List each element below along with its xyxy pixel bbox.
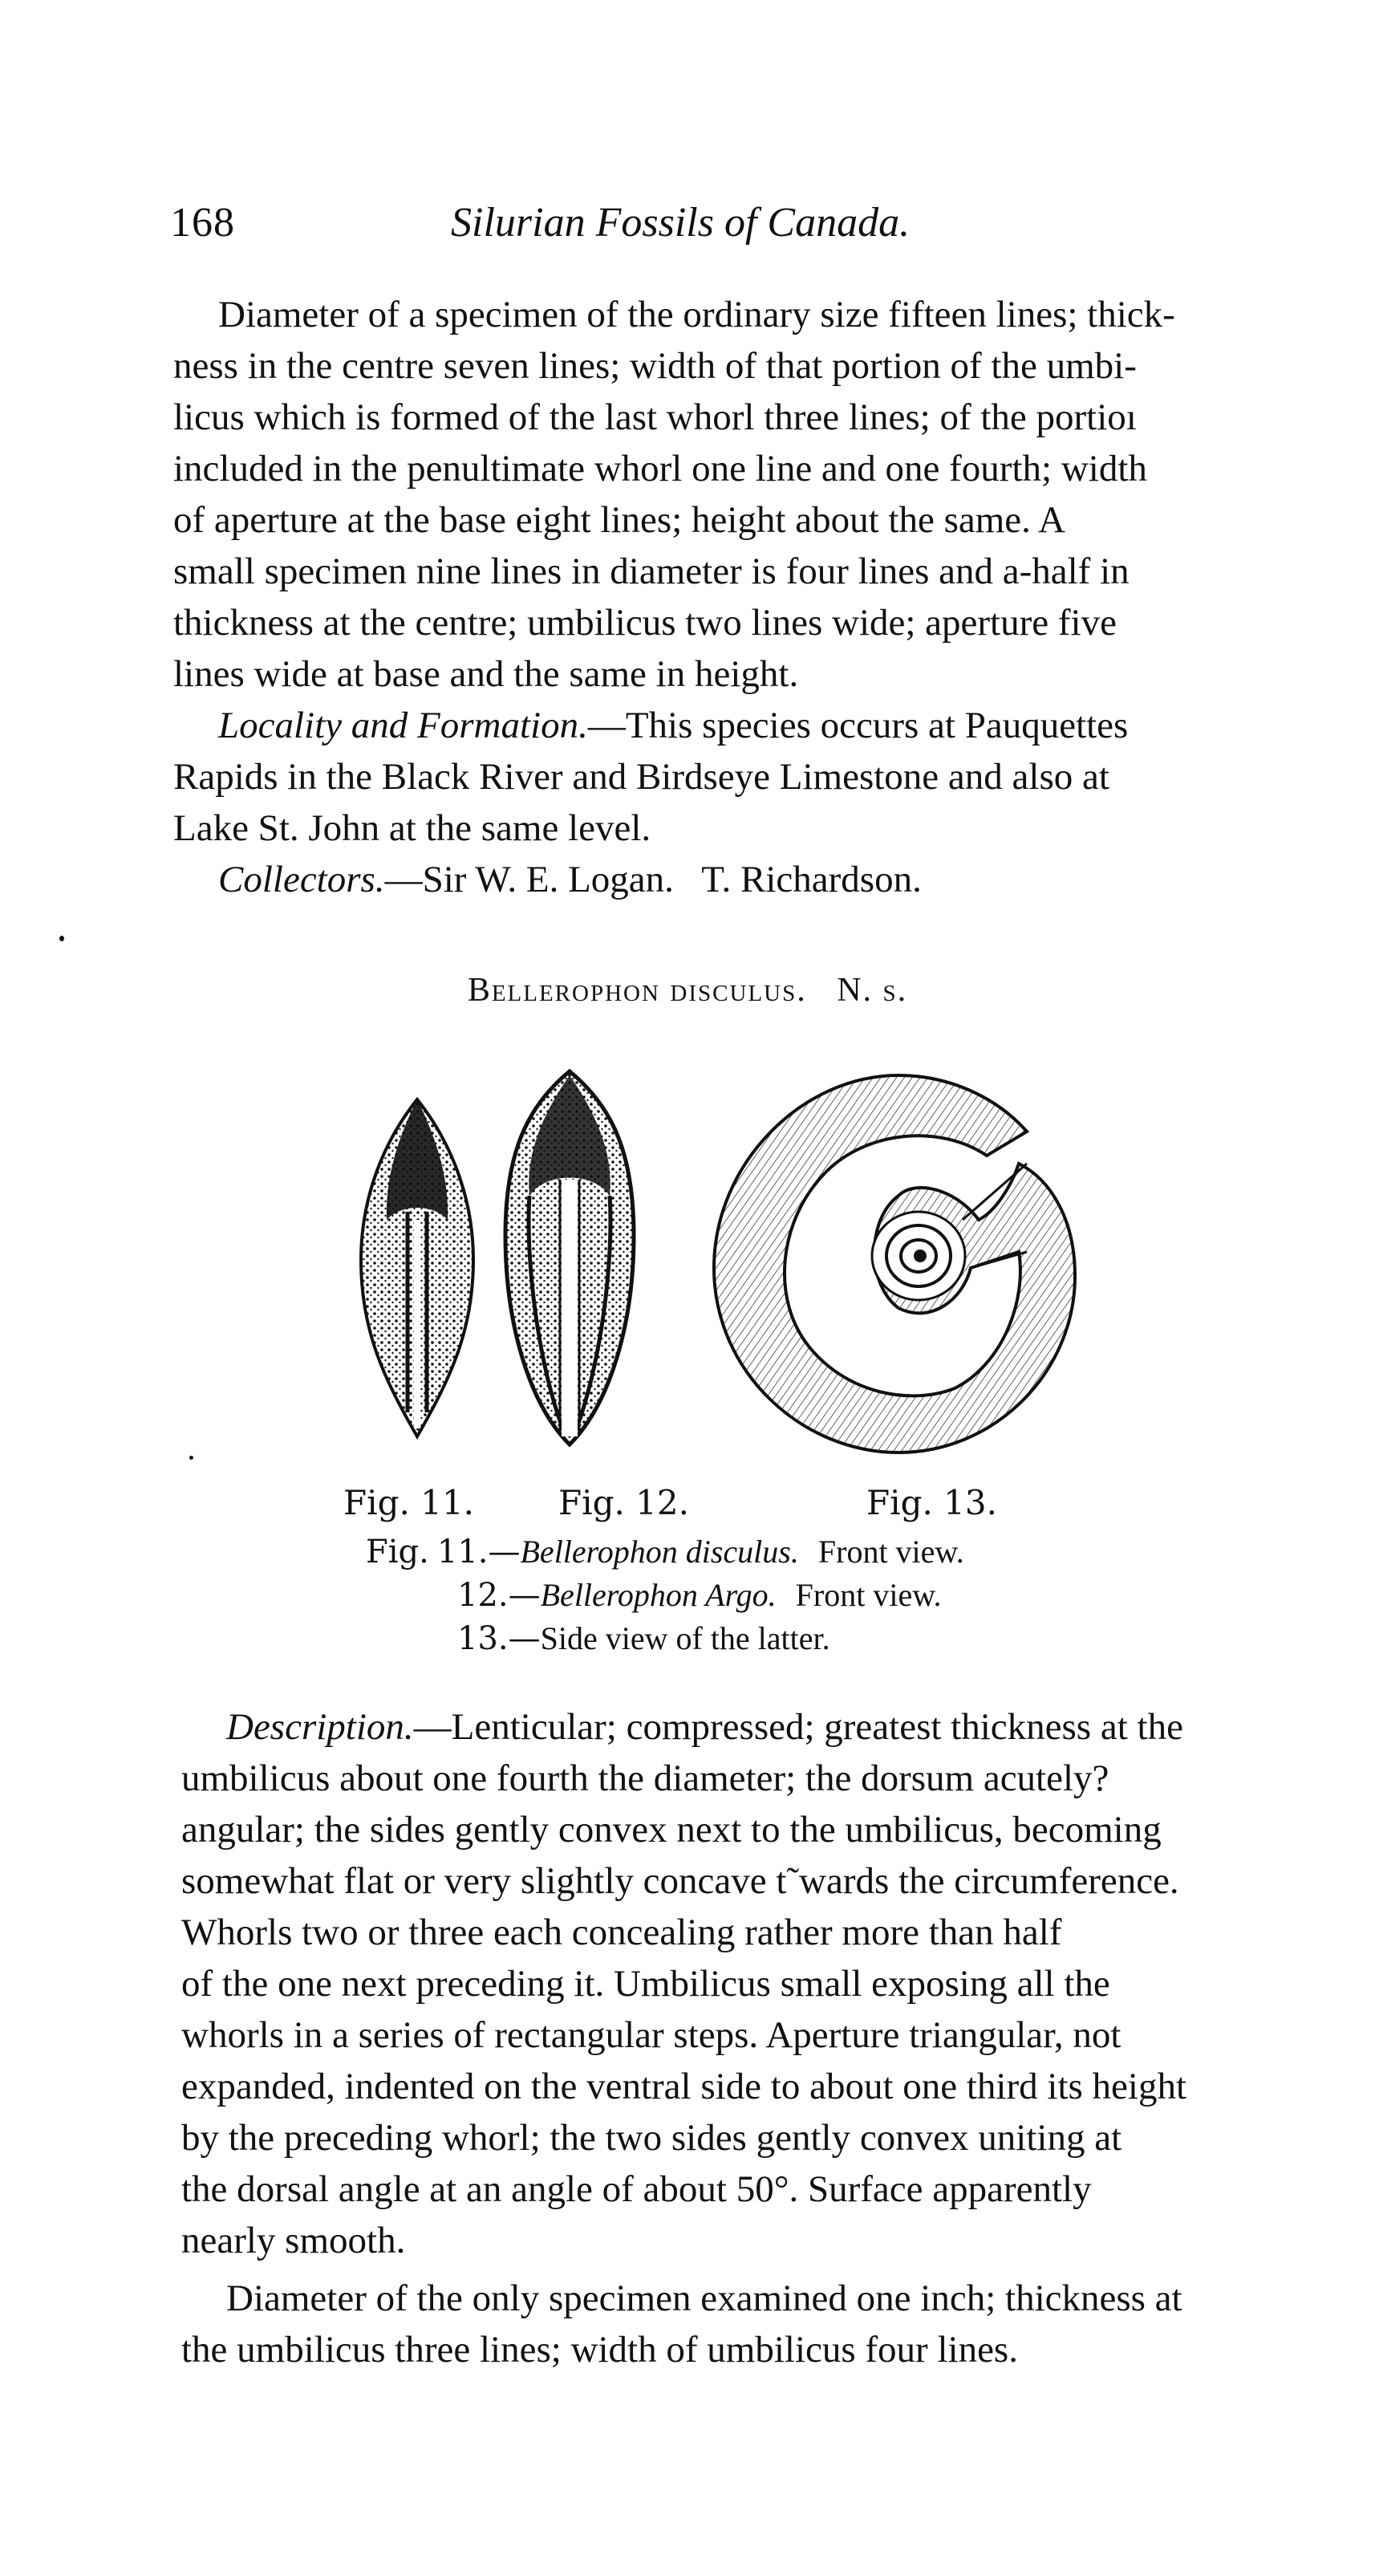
figure-13-drawing xyxy=(714,1075,1075,1453)
text-line: whorls in a series of rectangular steps. Aperture triangular, not xyxy=(181,2014,1121,2056)
paragraph-dimensions xyxy=(173,289,1296,700)
text-line: angular; the sides gently convex next to the umbilicus, becoming xyxy=(181,1809,1162,1851)
figure-11-drawing xyxy=(361,1099,473,1436)
locality-label: Locality and Formation. xyxy=(218,705,588,746)
collectors-label: Collectors. xyxy=(218,859,385,900)
figure-11-label: Fig. 11. xyxy=(343,1483,474,1522)
text-line: expanded, indented on the ventral side to about one third its height xyxy=(181,2066,1187,2107)
species-heading: Bellerophon disculus. N. s. xyxy=(467,972,908,1009)
text-line: ness in the centre seven lines; width of that portion of the umbi- xyxy=(173,345,1137,387)
figure-13-label: Fig. 13. xyxy=(866,1483,997,1522)
print-speck xyxy=(59,936,64,941)
text-line: Collectors.—Sir W. E. Logan. T. Richardson. xyxy=(218,859,922,900)
text-line: of the one next preceding it. Umbilicus small exposing all the xyxy=(181,1963,1110,2005)
text-line: Whorls two or three each concealing rather more than half xyxy=(181,1912,1062,1953)
caption-fig-12: 12.—Bellerophon Argo. Front view. xyxy=(457,1577,942,1614)
text-line: the umbilicus three lines; width of umbilicus four lines. xyxy=(181,2329,1018,2371)
paragraph-locality xyxy=(173,700,1296,854)
paragraph-collectors xyxy=(173,854,1296,905)
text-line: lines wide at base and the same in height. xyxy=(173,653,799,695)
caption-fig-13: 13.—Side view of the latter. xyxy=(457,1620,830,1657)
text-line: by the preceding whorl; the two sides gently convex uniting at xyxy=(181,2117,1122,2159)
text-line: Description.—Lenticular; compressed; greatest thickness at the xyxy=(226,1706,1183,1748)
text-line: Locality and Formation.—This species occurs at Pauquettes xyxy=(218,705,1129,746)
text-line: Diameter of the only specimen examined one inch; thickness at xyxy=(226,2277,1182,2319)
description-label: Description. xyxy=(226,1706,414,1748)
text-line: of aperture at the base eight lines; height about the same. A xyxy=(173,499,1065,541)
paragraph-description xyxy=(181,1701,1304,2266)
fossil-figures xyxy=(337,1059,1123,1461)
text-line: thickness at the centre; umbilicus two lines wide; aperture five xyxy=(173,602,1117,644)
text-line: nearly smooth. xyxy=(181,2220,406,2261)
page-header xyxy=(170,199,1293,263)
paragraph-measurements xyxy=(181,2273,1304,2375)
text-line: Diameter of a specimen of the ordinary size fifteen lines; thick- xyxy=(218,294,1175,335)
text-line: licus which is formed of the last whorl three lines; of the portioı xyxy=(173,396,1137,438)
text-line: Rapids in the Black River and Birdseye Limestone and also at xyxy=(173,756,1109,798)
page-number: 168 xyxy=(170,200,235,246)
fossil-illustrations xyxy=(337,1059,1123,1461)
text-line: included in the penultimate whorl one line and one fourth; width xyxy=(173,448,1147,490)
caption-fig-11: Fig. 11.—Bellerophon disculus. Front view. xyxy=(366,1534,964,1570)
figure-12-drawing xyxy=(505,1071,634,1444)
text-line: the dorsal angle at an angle of about 50°. Surface apparently xyxy=(181,2168,1092,2210)
text-line: umbilicus about one fourth the diameter; the dorsum acutely? xyxy=(181,1757,1109,1799)
figure-12-label: Fig. 12. xyxy=(558,1483,689,1522)
text-line: small specimen nine lines in diameter is four lines and a-half in xyxy=(173,551,1130,592)
print-speck xyxy=(189,1456,193,1460)
text-line: somewhat flat or very slightly concave t˜wards the circumference. xyxy=(181,1860,1179,1902)
text-line: Lake St. John at the same level. xyxy=(173,807,651,849)
running-title: Silurian Fossils of Canada. xyxy=(451,200,911,246)
